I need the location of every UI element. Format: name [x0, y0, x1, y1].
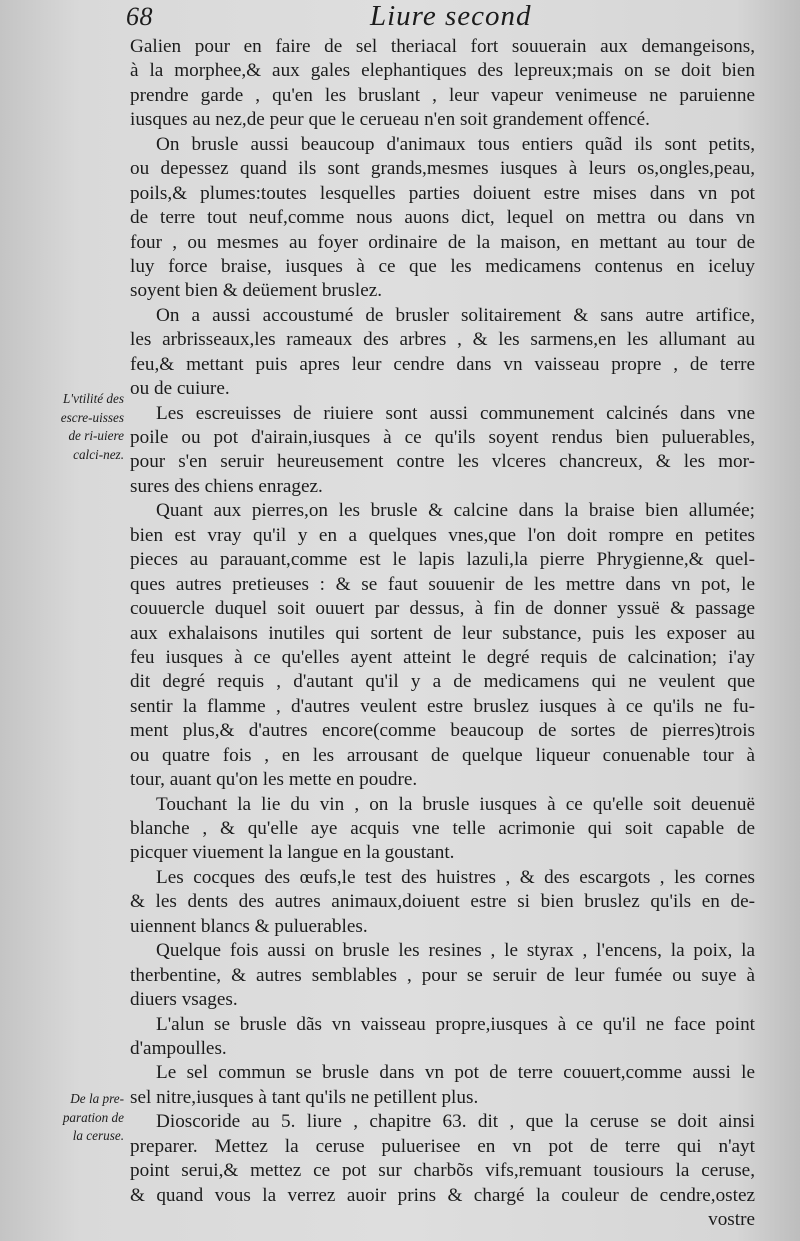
- text-line: d'ampoulles.: [130, 1037, 227, 1059]
- text-line: On brusle aussi beaucoup d'animaux tous entiers quãd ils sont petits,: [156, 133, 755, 155]
- text-line: Touchant la lie du vin , on la brusle iusques à ce qu'elle soit deuenuë: [156, 793, 755, 815]
- text-line: Le sel commun se brusle dans vn pot de terre couuert,comme aussi le: [156, 1062, 755, 1084]
- text-line: dit degré requis , d'autant qu'il y a de medicamens qui ne veulent que: [130, 671, 755, 693]
- text-line: iusques au nez,de peur que le cerueau n'en soit grandement offencé.: [130, 109, 650, 131]
- body-text: [130, 35, 755, 1232]
- text-line: Quelque fois aussi on brusle les resines , le styrax , l'encens, la poix, la: [156, 940, 755, 962]
- text-line: blanche , & qu'elle aye acquis vne telle acrimonie qui soit capable de: [130, 818, 755, 839]
- text-line: feu,& mettant puis apres leur cendre dans vn vaisseau propre , de terre: [130, 353, 755, 375]
- text-line: & quand vous la verrez auoir prins & chargé la couleur de cendre,ostez: [130, 1184, 755, 1206]
- text-line: tour, auant qu'on les mette en poudre.: [130, 769, 418, 791]
- text-line: poils,& plumes:toutes lesquelles parties doiuent estre mises dans vn pot: [130, 182, 755, 204]
- text-line: poile ou pot d'airain,iusques à ce qu'ils soyent rendus bien puluerables,: [130, 427, 755, 448]
- text-line: preparer. Mettez la ceruse puluerisee en vn pot de terre qui n'ayt: [130, 1135, 755, 1157]
- page-number: 68: [126, 2, 153, 31]
- text-line: diuers vsages.: [130, 989, 238, 1011]
- text-line: pour s'en seruir heureusement contre les vlceres chancreux, & les mor-: [130, 451, 755, 473]
- text-line: sel nitre,iusques à tant qu'ils ne petillent plus.: [130, 1086, 479, 1108]
- text-line: ment plus,& d'autres encore(comme beaucoup de sortes de pierres)trois: [130, 720, 755, 742]
- text-line: L'alun se brusle dãs vn vaisseau propre,iusques à ce qu'il ne face point: [156, 1013, 755, 1035]
- text-line: à la morphee,& aux gales elephantiques des lepreux;mais on se doit bien: [130, 60, 755, 82]
- text-line: Galien pour en faire de sel theriacal fort souuerain aux demangeisons,: [130, 36, 755, 57]
- text-line: ou de cuiure.: [130, 378, 230, 400]
- text-line: Les cocques des œufs,le test des huistres , & des escargots , les cornes: [156, 866, 755, 888]
- text-line: Les escreuisses de riuiere sont aussi communement calcinés dans vne: [156, 402, 755, 424]
- text-line: point serui,& mettez ce pot sur charbõs vifs,remuant tousiours la ceruse,: [130, 1160, 755, 1182]
- text-line: soyent bien & deüement bruslez.: [130, 280, 383, 302]
- text-line: On a aussi accoustumé de brusler solitairement & sans autre artifice,: [156, 304, 755, 326]
- text-line: therbentine, & autres semblables , pour se seruir de leur fumée ou suye à: [130, 964, 755, 986]
- text-line: four , ou mesmes au foyer ordinaire de la maison, en mettant au tour de: [130, 231, 755, 253]
- margin-note-ceruse: De la pre-paration de la ceruse.: [62, 1091, 124, 1143]
- text-line: uiennent blancs & puluerables.: [130, 915, 368, 937]
- text-line: Quant aux pierres,on les brusle & calcine dans la braise bien allumée;: [156, 500, 755, 522]
- text-line: sures des chiens enragez.: [130, 475, 323, 497]
- text-line: pieces au parauant,comme est le lapis lazuli,la pierre Phrygienne,& quel-: [130, 549, 755, 571]
- text-line: & les dents des autres animaux,doiuent estre si bien bruslez qu'ils en de-: [130, 891, 755, 913]
- text-line: prendre garde , qu'en les bruslant , leur vapeur venimeuse ne paruienne: [130, 84, 755, 106]
- text-line: picquer viuement la langue en la goustant.: [130, 842, 455, 864]
- margin-note-escreuisses: L'vtilité des escre-uisses de ri-uiere calci-nez.: [60, 391, 124, 462]
- catchword: vostre: [708, 1209, 755, 1230]
- bleed-through: [20, 300, 100, 317]
- text-line: ques autres pretieuses : & se faut souuenir de les mettre dans vn pot, le: [130, 573, 755, 595]
- text-line: ou depessez quand ils sont grands,mesmes iusques à leurs os,ongles,peau,: [130, 158, 755, 180]
- running-head: Liure second: [370, 0, 532, 32]
- text-line: luy force braise, iusques à ce que les medicamens contenus en iceluy: [130, 255, 755, 277]
- text-line: de terre tout neuf,comme nous auons dict, lequel on mettra ou dans vn: [130, 207, 755, 229]
- text-line: bien est vray qu'il y en a quelques vnes,que l'on doit rompre en petites: [130, 524, 755, 546]
- text-line: les arbrisseaux,les rameaux des arbres , & les sarmens,en les allumant au: [130, 329, 755, 351]
- text-line: feu iusques à ce qu'elles ayent atteint le degré requis de calcination; i'ay: [130, 646, 755, 668]
- text-line: aux exhalaisons inutiles qui sortent de leur substance, puis les exposer au: [130, 622, 755, 644]
- text-line: couuercle duquel soit ouuert par dessus, à fin de donner yssuë & passage: [130, 598, 755, 620]
- text-line: Dioscoride au 5. liure , chapitre 63. dit , que la ceruse se doit ainsi: [156, 1111, 755, 1133]
- text-line: ou quatre fois , en les arrousant de quelque liqueur conuenable tour à: [130, 744, 755, 766]
- text-line: sentir la flamme , d'autres veulent estre bruslez iusques à ce qu'ils ne fu-: [130, 695, 755, 717]
